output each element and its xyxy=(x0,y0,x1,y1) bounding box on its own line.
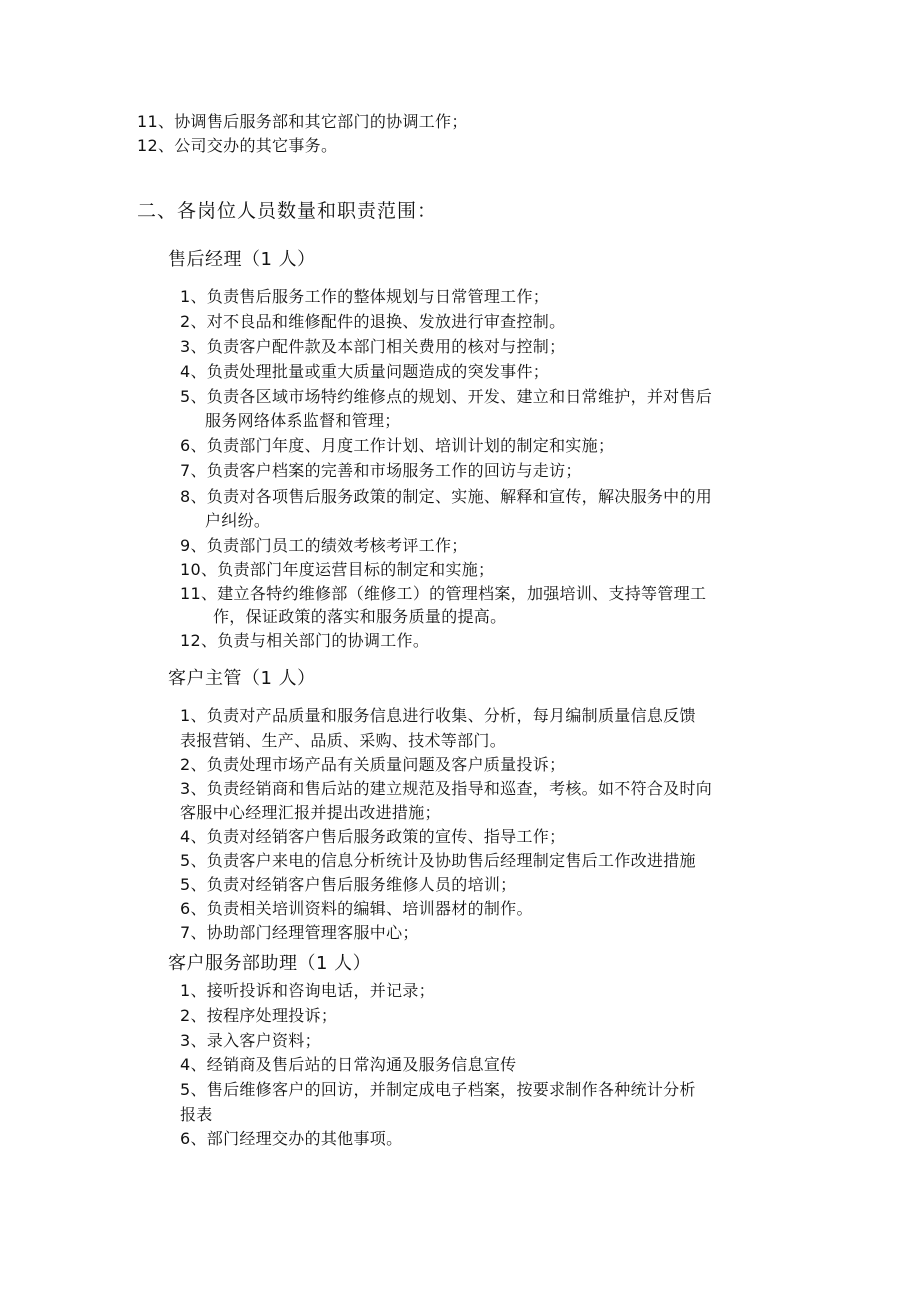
duty-line: 5、售后维修客户的回访，并制定成电子档案，按要求制作各种统计分析 xyxy=(180,1080,696,1099)
duty-line: 8、负责对各项售后服务政策的制定、实施、解释和宣传，解决服务中的用 xyxy=(180,487,713,506)
duty-line: 3、负责客户配件款及本部门相关费用的核对与控制； xyxy=(180,337,566,356)
role-title-after-sales-manager: 售后经理（1 人） xyxy=(168,249,316,270)
duty-line: 2、对不良品和维修配件的退换、发放进行审查控制。 xyxy=(180,312,566,331)
role-title-customer-supervisor: 客户主管（1 人） xyxy=(168,668,316,689)
duty-line: 12、负责与相关部门的协调工作。 xyxy=(180,631,430,650)
duty-line: 3、负责经销商和售后站的建立规范及指导和巡查，考核。如不符合及时向 xyxy=(180,779,713,798)
duty-line: 3、录入客户资料； xyxy=(180,1031,321,1050)
duty-line-continuation: 服务网络体系监督和管理； xyxy=(205,411,401,430)
duty-line-continuation: 客服中心经理汇报并提出改进措施； xyxy=(180,803,441,822)
duty-line-continuation: 户纠纷。 xyxy=(205,511,271,530)
duty-line: 5、负责对经销客户售后服务维修人员的培训； xyxy=(180,875,517,894)
section-heading: 二、各岗位人员数量和职责范围： xyxy=(137,200,438,222)
duty-line: 4、经销商及售后站的日常沟通及服务信息宣传 xyxy=(180,1055,517,1074)
role-title-customer-service-assistant: 客户服务部助理（1 人） xyxy=(168,953,372,974)
duty-line: 1、负责对产品质量和服务信息进行收集、分析，每月编制质量信息反馈 xyxy=(180,706,696,725)
intro-item-12: 12、公司交办的其它事务。 xyxy=(137,136,338,155)
duty-line: 11、建立各特约维修部（维修工）的管理档案，加强培训、支持等管理工 xyxy=(180,584,707,603)
duty-line-continuation: 报表 xyxy=(180,1105,213,1124)
duty-line: 2、按程序处理投诉； xyxy=(180,1006,338,1025)
duty-line-continuation: 作，保证政策的落实和服务质量的提高。 xyxy=(213,607,507,626)
duty-line: 2、负责处理市场产品有关质量问题及客户质量投诉； xyxy=(180,755,566,774)
duty-line: 9、负责部门员工的绩效考核考评工作； xyxy=(180,536,468,555)
duty-line: 4、负责处理批量或重大质量问题造成的突发事件； xyxy=(180,362,550,381)
duty-line: 6、部门经理交办的其他事项。 xyxy=(180,1129,403,1148)
duty-line-continuation: 表报营销、生产、品质、采购、技术等部门。 xyxy=(180,731,507,750)
duty-line: 6、负责部门年度、月度工作计划、培训计划的制定和实施； xyxy=(180,436,615,455)
intro-item-11: 11、协调售后服务部和其它部门的协调工作； xyxy=(137,112,468,131)
duty-line: 10、负责部门年度运营目标的制定和实施； xyxy=(180,560,495,579)
duty-line: 7、协助部门经理管理客服中心； xyxy=(180,923,419,942)
duty-line: 5、负责各区域市场特约维修点的规划、开发、建立和日常维护，并对售后 xyxy=(180,387,713,406)
duty-line: 1、接听投诉和咨询电话，并记录； xyxy=(180,981,435,1000)
duty-line: 4、负责对经销客户售后服务政策的宣传、指导工作； xyxy=(180,827,566,846)
duty-line: 6、负责相关培训资料的编辑、培训器材的制作。 xyxy=(180,899,533,918)
duty-line: 7、负责客户档案的完善和市场服务工作的回访与走访； xyxy=(180,461,582,480)
duty-line: 1、负责售后服务工作的整体规划与日常管理工作； xyxy=(180,287,550,306)
duty-line: 5、负责客户来电的信息分析统计及协助售后经理制定售后工作改进措施 xyxy=(180,851,696,870)
